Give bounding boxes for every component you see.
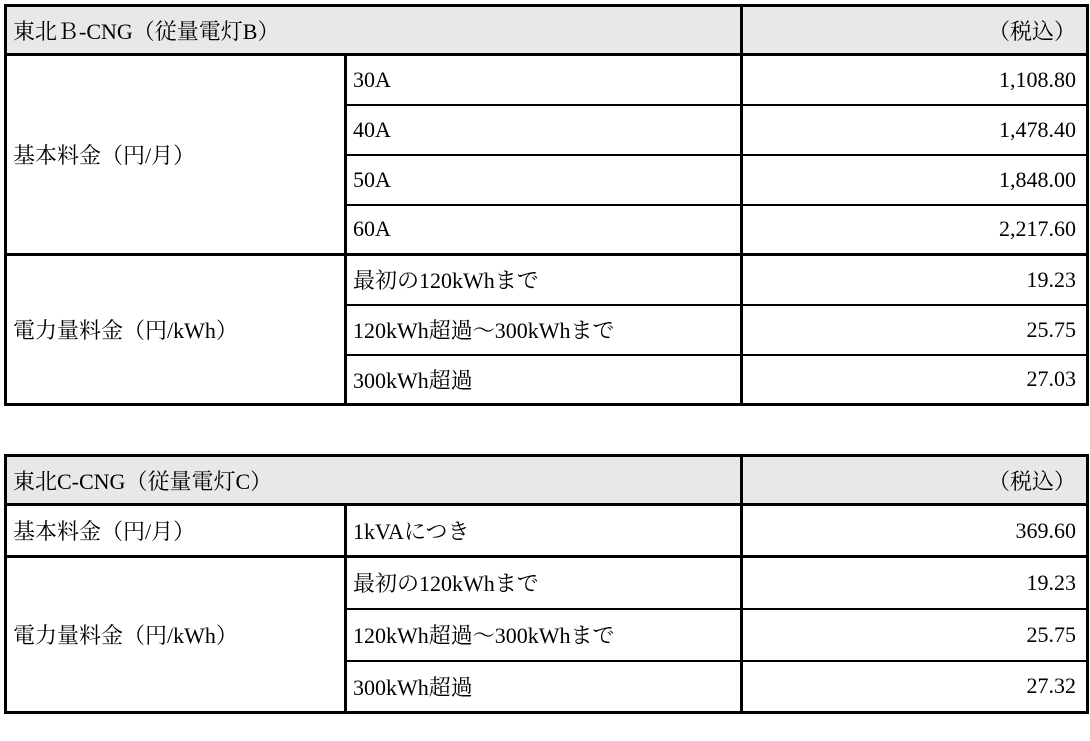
item-cell: 60A	[346, 205, 742, 255]
value-cell: 1,478.40	[742, 105, 1088, 155]
rate-table-tohoku-b	[4, 4, 1089, 406]
value-cell: 2,217.60	[742, 205, 1088, 255]
table-row	[6, 55, 1088, 105]
table-title: 東北C-CNG（従量電灯C）	[6, 456, 742, 505]
value-cell: 19.23	[742, 255, 1088, 305]
value-cell: 1,848.00	[742, 155, 1088, 205]
value-cell: 25.75	[742, 609, 1088, 661]
group-label-basic-fee: 基本料金（円/月）	[6, 505, 346, 557]
item-cell: 300kWh超過	[346, 661, 742, 713]
table-title: 東北Ｂ-CNG（従量電灯B）	[6, 6, 742, 55]
item-cell: 40A	[346, 105, 742, 155]
group-label-energy-fee: 電力量料金（円/kWh）	[6, 557, 346, 713]
table-row	[6, 255, 1088, 305]
item-cell: 300kWh超過	[346, 355, 742, 405]
item-cell: 最初の120kWhまで	[346, 557, 742, 609]
item-cell: 1kVAにつき	[346, 505, 742, 557]
item-cell: 120kWh超過～300kWhまで	[346, 609, 742, 661]
table-header-row	[6, 456, 1088, 505]
table-header-row	[6, 6, 1088, 55]
rate-table-tohoku-c	[4, 454, 1089, 714]
tax-included-label: （税込）	[742, 6, 1088, 55]
item-cell: 30A	[346, 55, 742, 105]
item-cell: 120kWh超過～300kWhまで	[346, 305, 742, 355]
value-cell: 27.03	[742, 355, 1088, 405]
value-cell: 369.60	[742, 505, 1088, 557]
tax-included-label: （税込）	[742, 456, 1088, 505]
value-cell: 1,108.80	[742, 55, 1088, 105]
item-cell: 50A	[346, 155, 742, 205]
group-label-basic-fee: 基本料金（円/月）	[6, 55, 346, 255]
group-label-energy-fee: 電力量料金（円/kWh）	[6, 255, 346, 405]
item-cell: 最初の120kWhまで	[346, 255, 742, 305]
value-cell: 27.32	[742, 661, 1088, 713]
value-cell: 25.75	[742, 305, 1088, 355]
value-cell: 19.23	[742, 557, 1088, 609]
table-row	[6, 557, 1088, 609]
table-row	[6, 505, 1088, 557]
